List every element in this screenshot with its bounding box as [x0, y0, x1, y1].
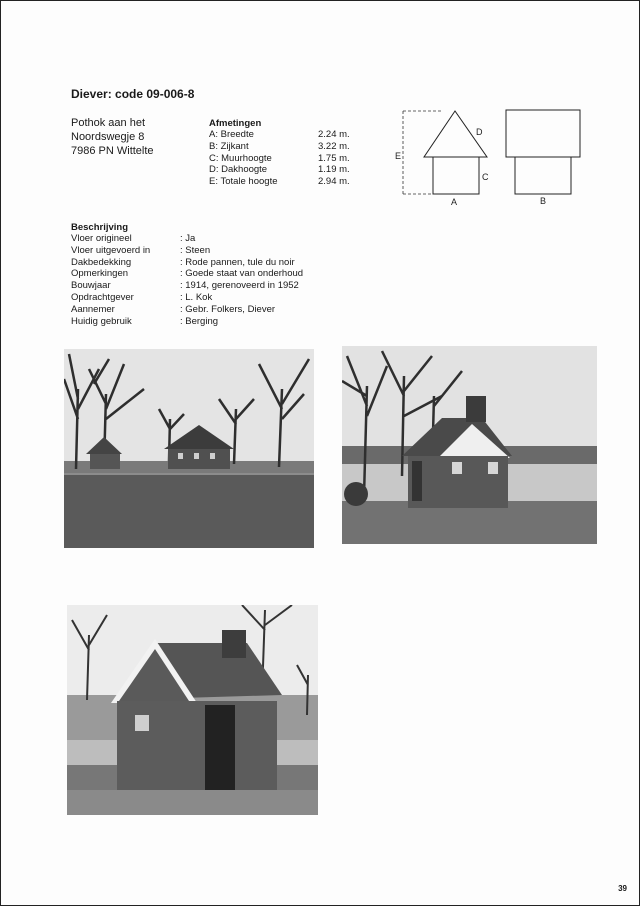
address-block [71, 116, 154, 158]
photo-shed-field [342, 346, 597, 544]
photo-farmhouse-image [64, 349, 314, 548]
afmetingen-value: 2.24 m. [318, 129, 350, 140]
beschrijving-label: Vloer origineel [71, 233, 132, 244]
afmetingen-label: A: Breedte [209, 129, 254, 140]
afmetingen-label: C: Muurhoogte [209, 152, 272, 164]
photo-farmhouse [64, 349, 314, 548]
afmetingen-row [209, 164, 354, 176]
address-line-1: Pothok aan het [71, 117, 146, 129]
address-line-2: Noordswegje 8 [71, 131, 145, 143]
beschrijving-row [71, 316, 331, 328]
beschrijving-value: : Gebr. Folkers, Diever [180, 303, 276, 315]
label-b: B [540, 196, 547, 206]
beschrijving-row [71, 233, 331, 245]
page-number: 39 [618, 884, 627, 893]
beschrijving-label: Opdrachtgever [71, 291, 134, 303]
beschrijving-value: : L. Kok [180, 291, 213, 303]
beschrijving-row [71, 245, 331, 257]
afmetingen-value: 3.22 m. [318, 140, 350, 152]
afmetingen-row [209, 141, 354, 153]
beschrijving-value: : 1914, gerenoveerd in 1952 [180, 280, 299, 292]
beschrijving-value: : Steen [180, 244, 211, 256]
beschrijving-label: Bouwjaar [71, 280, 111, 292]
beschrijving-row [71, 280, 331, 292]
page-title: Diever: code 09-006-8 [71, 87, 195, 101]
address-line-3: 7986 PN Wittelte [71, 145, 154, 157]
afmetingen-row [209, 176, 354, 188]
beschrijving-label: Vloer uitgevoerd in [71, 244, 151, 256]
beschrijving-label: Aannemer [71, 303, 115, 315]
label-e: E [395, 151, 402, 161]
beschrijving-row [71, 268, 331, 280]
afmetingen-value: 1.19 m. [318, 164, 350, 176]
beschrijving-value: : Rode pannen, tule du noir [180, 256, 295, 268]
photo-shed-closeup-image [67, 605, 318, 815]
beschrijving-value: : Ja [180, 233, 196, 244]
afmetingen-value: 1.75 m. [318, 152, 350, 164]
afmetingen-row [209, 129, 354, 141]
beschrijving-value: : Berging [180, 315, 219, 327]
afmetingen-value: 2.94 m. [318, 176, 350, 188]
beschrijving-row [71, 292, 331, 304]
label-c: C [482, 172, 489, 182]
afmetingen-list [209, 129, 354, 188]
label-a: A [451, 197, 458, 207]
photo-shed-field-image [342, 346, 597, 544]
beschrijving-row [71, 304, 331, 316]
beschrijving-label: Opmerkingen [71, 268, 129, 280]
beschrijving-row [71, 257, 331, 269]
label-d: D [476, 127, 483, 137]
side-roof-rect [506, 110, 580, 157]
afmetingen-heading: Afmetingen [209, 118, 262, 129]
dimension-diagram [391, 105, 591, 209]
afmetingen-label: E: Totale hoogte [209, 176, 278, 188]
photo-shed-closeup [67, 605, 318, 815]
front-wall-rect [433, 157, 479, 194]
side-wall-rect [515, 157, 571, 194]
afmetingen-label: B: Zijkant [209, 140, 249, 152]
afmetingen-row [209, 153, 354, 165]
beschrijving-label: Dakbedekking [71, 256, 132, 268]
beschrijving-label: Huidig gebruik [71, 315, 132, 327]
afmetingen-label: D: Dakhoogte [209, 164, 268, 176]
beschrijving-list [71, 233, 331, 327]
beschrijving-value: : Goede staat van onderhoud [180, 268, 304, 280]
beschrijving-heading: Beschrijving [71, 222, 129, 233]
